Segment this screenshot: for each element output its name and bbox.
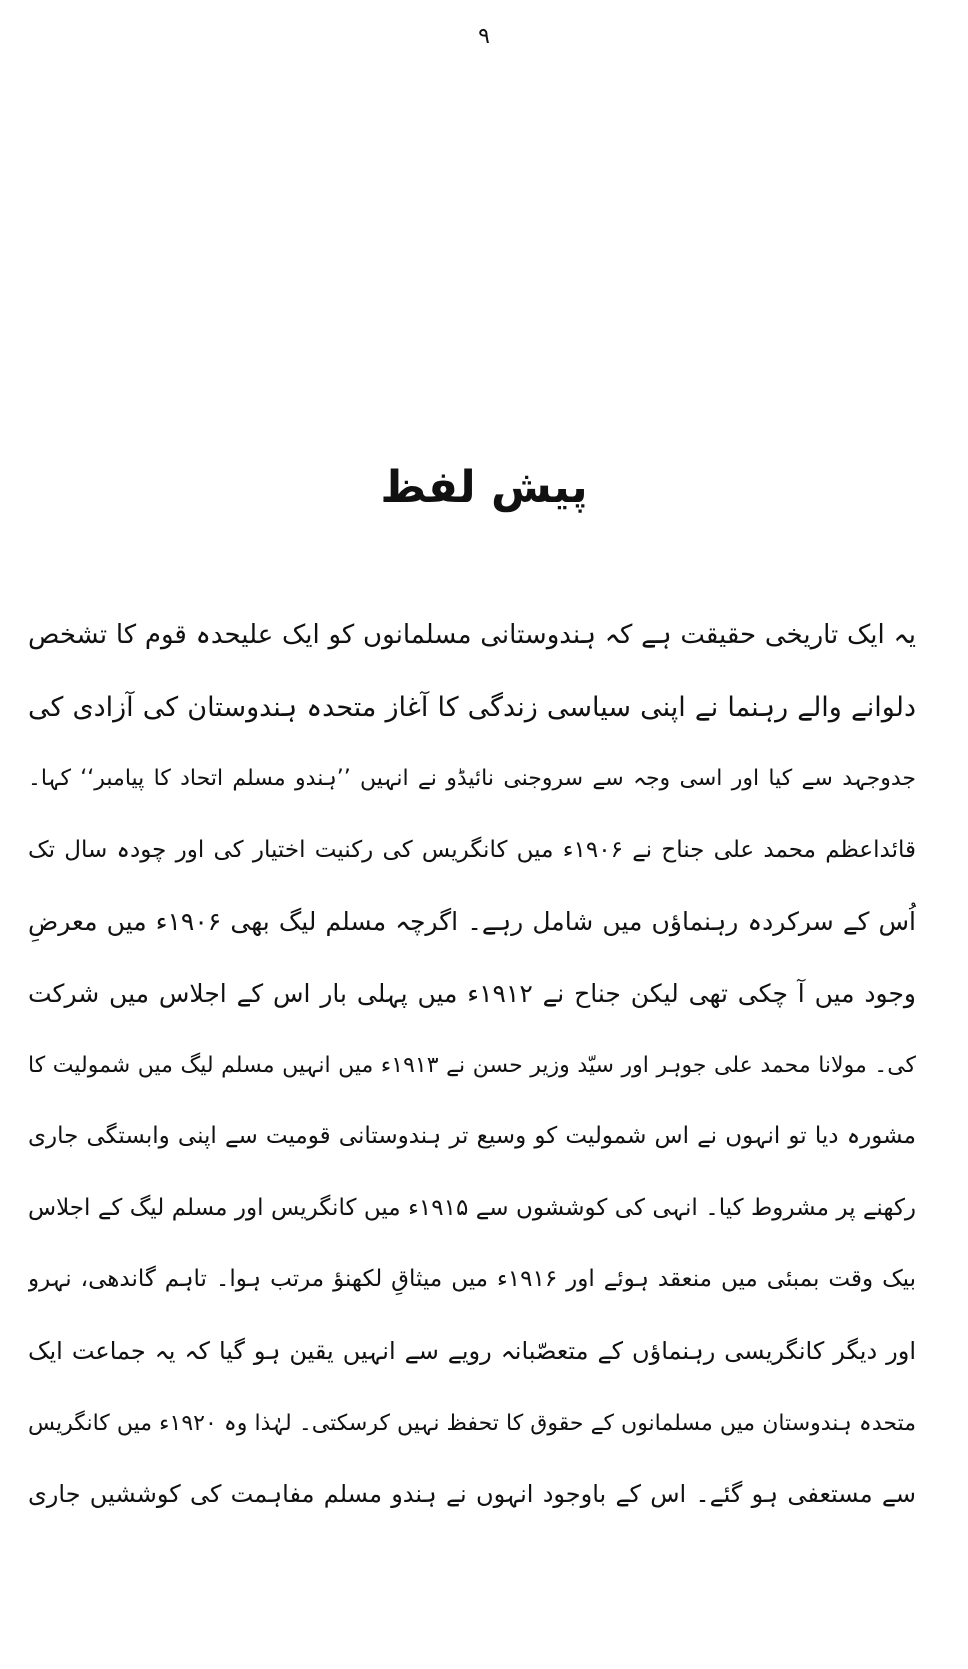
paragraph-line: مشورہ دیا تو انہوں نے اس شمولیت کو وسیع تر ہندوستانی قومیت سے اپنی وابستگی جاری — [28, 1123, 916, 1150]
page-number: ۹ — [478, 24, 490, 49]
paragraph-line: رکھنے پر مشروط کیا۔ انہی کی کوششوں سے ۱۹۱۵ء میں کانگریس اور مسلم لیگ کے اجلاس — [28, 1194, 916, 1221]
paragraph-line: اُس کے سرکردہ رہنماؤں میں شامل رہے۔ اگرچہ مسلم لیگ بھی ۱۹۰۶ء میں معرضِ — [28, 907, 916, 937]
paragraph-line: کی۔ مولانا محمد علی جوہر اور سیّد وزیر حسن نے ۱۹۱۳ء میں انہیں مسلم لیگ میں شمولیت کا — [28, 1052, 916, 1078]
paragraph-line: یہ ایک تاریخی حقیقت ہے کہ ہندوستانی مسلمانوں کو ایک علیحدہ قوم کا تشخص — [28, 620, 916, 650]
paragraph-line: دلوانے والے رہنما نے اپنی سیاسی زندگی کا آغاز متحدہ ہندوستان کی آزادی کی — [28, 691, 916, 723]
section-heading: پیش لفظ — [380, 462, 588, 513]
body-paragraph — [28, 600, 916, 1531]
paragraph-line: سے مستعفی ہو گئے۔ اس کے باوجود انہوں نے ہندو مسلم مفاہمت کی کوششیں جاری — [28, 1480, 916, 1509]
paragraph-line: قائداعظم محمد علی جناح نے ۱۹۰۶ء میں کانگریس کی رکنیت اختیار کی اور چودہ سال تک — [28, 836, 916, 863]
paragraph-line: بیک وقت بمبئی میں منعقد ہوئے اور ۱۹۱۶ء میں میثاقِ لکھنؤ مرتب ہوا۔ تاہم گاندھی، نہرو — [28, 1266, 916, 1293]
paragraph-line: جدوجہد سے کیا اور اسی وجہ سے سروجنی نائیڈو نے انہیں ’’ہندو مسلم اتحاد کا پیامبر‘‘ کہا۔ — [28, 766, 916, 792]
paragraph-line: متحدہ ہندوستان میں مسلمانوں کے حقوق کا تحفظ نہیں کرسکتی۔ لہٰذا وہ ۱۹۲۰ء میں کانگریس — [28, 1410, 916, 1436]
paragraph-line: وجود میں آ چکی تھی لیکن جناح نے ۱۹۱۲ء میں پہلی بار اس کے اجلاس میں شرکت — [28, 978, 916, 1008]
paragraph-line: اور دیگر کانگریسی رہنماؤں کے متعصّبانہ رویے سے انہیں یقین ہو گیا کہ یہ جماعت ایک — [28, 1336, 916, 1365]
